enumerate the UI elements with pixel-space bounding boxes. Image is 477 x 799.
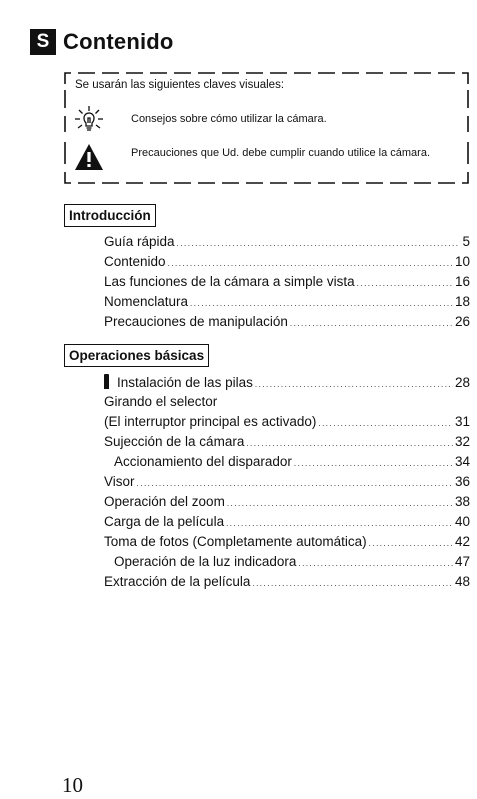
toc-entry-label: Toma de fotos (Completamente automática): [104, 534, 367, 549]
toc-entry-page: 16: [454, 274, 470, 289]
toc-entry-page: 28: [454, 375, 470, 390]
toc-entry-page: 38: [454, 494, 470, 509]
page-header: [30, 29, 174, 55]
section-title-operaciones-basicas: Operaciones básicas: [64, 344, 209, 367]
section-badge: S: [30, 29, 56, 55]
toc-entry-page: 47: [454, 554, 470, 569]
toc-entry[interactable]: [104, 554, 470, 574]
section-title-introduccion: Introducción: [64, 204, 156, 227]
dot-leader: [318, 419, 453, 428]
dot-leader: [246, 439, 453, 448]
warning-triangle-icon: [74, 143, 104, 176]
toc-entry-page: 32: [454, 434, 470, 449]
toc-entry-page: 10: [454, 254, 470, 269]
dot-leader: [294, 459, 453, 468]
dot-leader: [298, 559, 453, 568]
toc-introduccion: [104, 234, 470, 334]
toc-entry-page: 40: [454, 514, 470, 529]
toc-entry-page: 26: [454, 314, 470, 329]
toc-entry[interactable]: [104, 514, 470, 534]
toc-entry[interactable]: [104, 494, 470, 514]
toc-entry[interactable]: [104, 274, 470, 294]
toc-entry-label: (El interruptor principal es activado): [104, 414, 317, 429]
dot-leader: [369, 539, 453, 548]
toc-entry-label: Contenido: [104, 254, 166, 269]
toc-entry-page: 36: [454, 474, 470, 489]
page-title: Contenido: [63, 29, 174, 54]
toc-entry[interactable]: [104, 294, 470, 314]
dot-leader: [290, 319, 453, 328]
toc-entry[interactable]: [104, 534, 470, 554]
toc-entry-page: 34: [454, 454, 470, 469]
toc-entry[interactable]: [104, 374, 470, 394]
toc-entry-label: Carga de la película: [104, 514, 225, 529]
toc-entry[interactable]: [104, 454, 470, 474]
legend-intro: Se usarán las siguientes claves visuales:: [75, 79, 285, 91]
page-number: 10: [62, 773, 83, 797]
visual-keys-box: [64, 72, 469, 184]
dot-leader: [255, 380, 453, 389]
toc-entry-label: Guía rápida: [104, 234, 175, 249]
toc-entry-label: Accionamiento del disparador: [114, 454, 292, 469]
dot-leader: [227, 499, 453, 508]
legend-tip-text: Consejos sobre cómo utilizar la cámara.: [131, 113, 327, 125]
toc-entry-label: Operación del zoom: [104, 494, 225, 509]
dot-leader: [226, 519, 453, 528]
toc-entry[interactable]: [104, 574, 470, 594]
toc-entry-label: Visor: [104, 474, 135, 489]
toc-entry-label: Las funciones de la cámara a simple vista: [104, 274, 355, 289]
dot-leader: [357, 279, 453, 288]
lightbulb-icon: [72, 104, 106, 141]
dot-leader: [190, 299, 453, 308]
toc-entry-label: Sujección de la cámara: [104, 434, 245, 449]
dot-leader: [252, 579, 453, 588]
toc-entry-page: 48: [454, 574, 470, 589]
dot-leader: [137, 479, 453, 488]
dot-leader: [177, 239, 461, 248]
toc-entry[interactable]: [104, 254, 470, 274]
toc-entry-page: 5: [462, 234, 470, 249]
battery-icon: [104, 374, 109, 389]
toc-entry-page: 31: [454, 414, 470, 429]
toc-entry[interactable]: [104, 234, 470, 254]
toc-entry-label: Operación de la luz indicadora: [114, 554, 297, 569]
toc-entry-label: Extracción de la película: [104, 574, 251, 589]
toc-entry[interactable]: [104, 474, 470, 494]
toc-entry[interactable]: [104, 434, 470, 454]
toc-entry-label: Girando el selector: [104, 394, 218, 409]
toc-entry-label: [104, 374, 253, 390]
toc-entry-page: 42: [454, 534, 470, 549]
dot-leader: [168, 259, 453, 268]
toc-entry[interactable]: [104, 314, 470, 334]
toc-entry-label: Precauciones de manipulación: [104, 314, 288, 329]
toc-entry-label-text: Instalación de las pilas: [117, 375, 253, 390]
toc-entry[interactable]: [104, 414, 470, 434]
toc-entry-label: Nomenclatura: [104, 294, 189, 309]
toc-entry[interactable]: [104, 394, 470, 414]
legend-caution-text: Precauciones que Ud. debe cumplir cuando utilice la cámara.: [131, 147, 430, 159]
toc-operaciones-basicas: [104, 374, 470, 594]
toc-entry-page: 18: [454, 294, 470, 309]
